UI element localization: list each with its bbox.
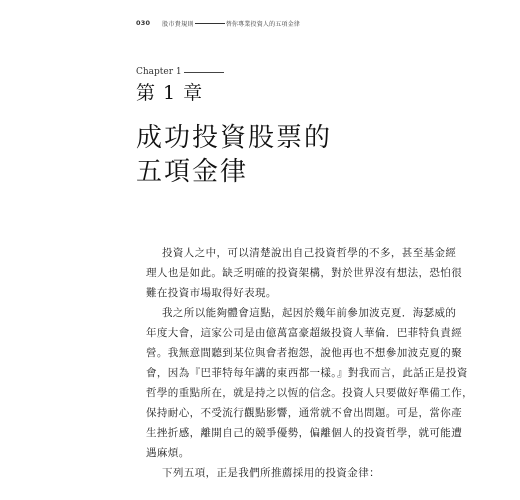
paragraph-line: 會，因為『巴菲特每年講的東西都一樣。』對我而言，此話正是投資 xyxy=(146,367,468,379)
paragraph-line: 我之所以能夠體會這點，起因於幾年前參加波克夏．海瑟威的 xyxy=(162,307,457,319)
paragraph-line: 哲學的重點所在，就是持之以恆的信念。投資人只要做好準備工作， xyxy=(146,387,473,399)
chapter-title-line: 五項金律 xyxy=(136,157,249,187)
book-title: 股市貴規則 xyxy=(162,20,194,28)
chapter-label-text: Chapter 1 xyxy=(136,67,182,77)
chapter-title-line: 成功投資股票的 xyxy=(136,123,333,153)
paragraph-line: 年度大會，這家公司是由億萬富豪超級投資人華倫．巴菲特負責經 xyxy=(146,327,463,339)
paragraph-line: 保持耐心，不受流行觀點影響，通常就不會出問題。可是，當你產 xyxy=(146,407,463,419)
chapter-label-rule xyxy=(184,72,224,73)
chapter-number: 第 1 章 xyxy=(136,82,204,104)
body-text xyxy=(146,243,473,483)
running-head xyxy=(136,17,300,29)
paragraph-line: 營。我無意間聽到某位與會者抱怨，說他再也不想參加波克夏的聚 xyxy=(146,347,463,359)
book-subtitle: 替你專業投資人的五項金律 xyxy=(225,20,301,28)
paragraph-line: 理人也是如此。缺乏明確的投資架構，對於世界沒有想法，恐怕很 xyxy=(146,267,463,279)
paragraph-line: 遇麻煩。 xyxy=(146,447,190,459)
chapter-title xyxy=(136,121,332,189)
page-number: 030 xyxy=(136,19,151,27)
paragraph-line: 投資人之中，可以清楚說出自己投資哲學的不多，甚至基金經 xyxy=(162,247,457,259)
paragraph-line: 下列五項，正是我們所推薦採用的投資金律： xyxy=(162,467,380,479)
paragraph-line: 生挫折感，離開自己的競爭優勢，偏離個人的投資哲學，就可能遭 xyxy=(146,427,463,439)
chapter-label xyxy=(136,67,224,77)
running-head-rule xyxy=(195,23,225,24)
paragraph-line: 難在投資市場取得好表現。 xyxy=(146,287,277,299)
